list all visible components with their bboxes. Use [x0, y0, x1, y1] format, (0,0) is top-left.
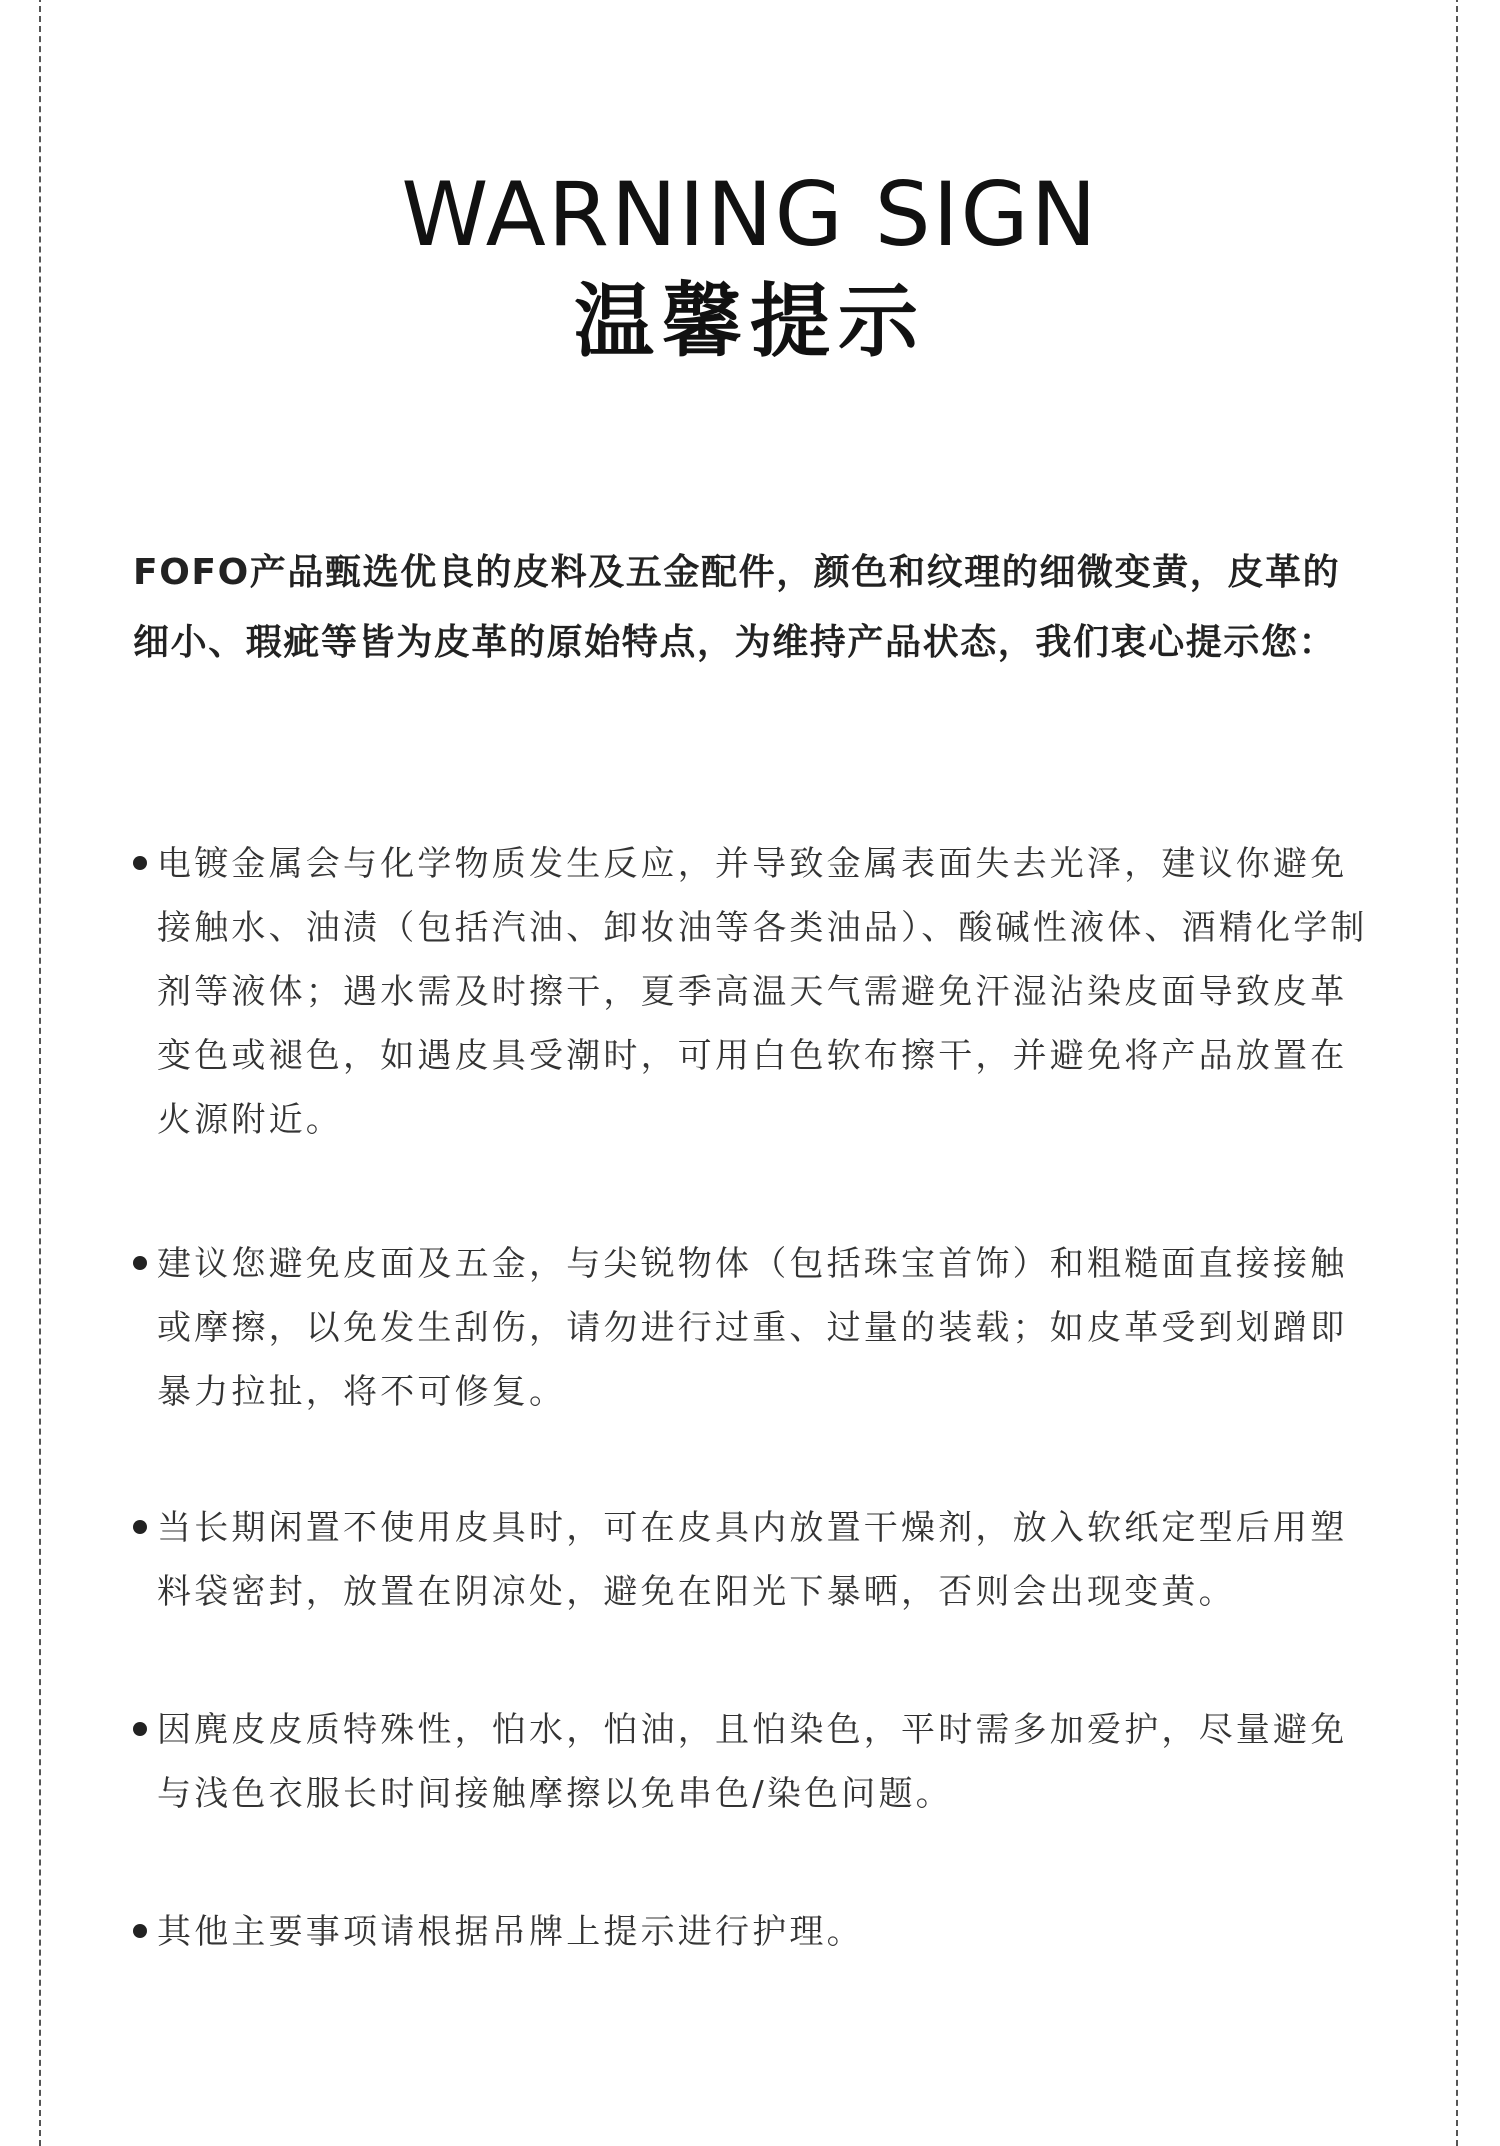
care-tip-3	[133, 1496, 1378, 1624]
title-english: WARNING SIGN	[401, 163, 1099, 266]
bullet-dot-icon	[133, 1924, 147, 1938]
care-tip-text: 电镀金属会与化学物质发生反应，并导致金属表面失去光泽，建议你避免接触水、油渍（包括汽油、卸妆油等各类油品）、酸碱性液体、酒精化学制剂等液体；遇水需及时擦干，夏季高温天气需避免汗湿沾染皮面导致皮革变色或褪色，如遇皮具受潮时，可用白色软布擦干，并避免将产品放置在火源附近。	[157, 844, 1368, 1140]
care-tip-text: 当长期闲置不使用皮具时，可在皮具内放置干燥剂，放入软纸定型后用塑料袋密封，放置在阴凉处，避免在阳光下暴晒，否则会出现变黄。	[157, 1508, 1348, 1612]
bullet-dot-icon	[133, 1520, 147, 1534]
bullet-dot-icon	[133, 1256, 147, 1270]
care-tip-2	[133, 1232, 1378, 1424]
care-tip-text: 因麂皮皮质特殊性，怕水，怕油，且怕染色，平时需多加爱护，尽量避免与浅色衣服长时间接触摩擦以免串色/染色问题。	[157, 1710, 1348, 1814]
title-chinese: 温馨提示	[574, 275, 926, 368]
care-tip-4	[133, 1698, 1378, 1826]
care-tip-text: 建议您避免皮面及五金，与尖锐物体（包括珠宝首饰）和粗糙面直接接触或摩擦，以免发生刮伤，请勿进行过重、过量的装载；如皮革受到划蹭即暴力拉扯，将不可修复。	[157, 1244, 1348, 1412]
care-tip-text: 其他主要事项请根据吊牌上提示进行护理。	[157, 1912, 864, 1952]
care-tip-5	[133, 1900, 1378, 1964]
bullet-dot-icon	[133, 856, 147, 870]
care-tip-1	[133, 832, 1378, 1152]
bullet-dot-icon	[133, 1722, 147, 1736]
intro-paragraph: FOFO产品甄选优良的皮料及五金配件，颜色和纹理的细微变黄，皮革的细小、瑕疵等皆为皮革的原始特点，为维持产品状态，我们衷心提示您：	[133, 552, 1341, 663]
